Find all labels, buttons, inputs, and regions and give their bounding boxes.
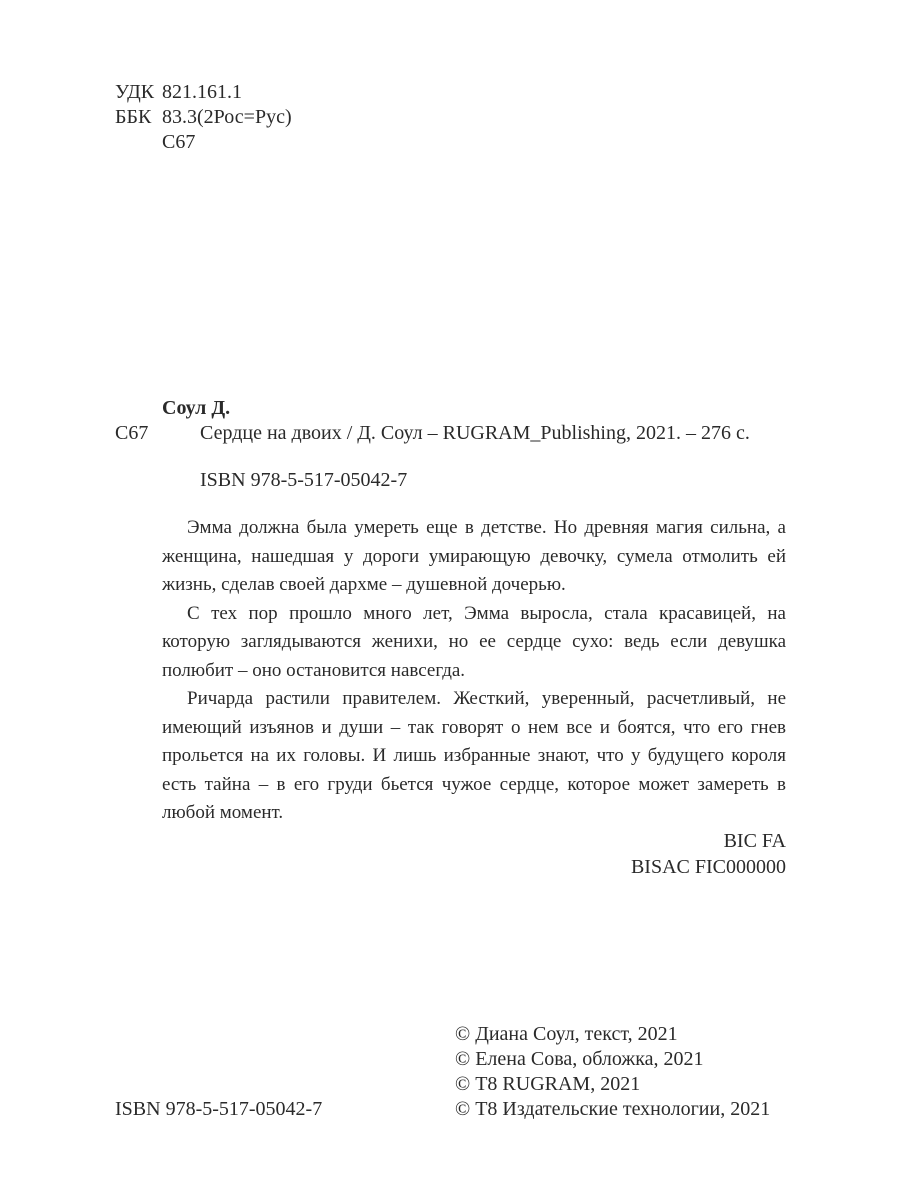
catalog-sign: С67 (115, 422, 149, 444)
annotation (162, 514, 786, 828)
catalog-isbn: ISBN 978-5-517-05042-7 (200, 469, 408, 491)
copyright-line: © Диана Соул, текст, 2021 (455, 1023, 678, 1045)
copyright-line: © Т8 RUGRAM, 2021 (455, 1073, 641, 1095)
footer-isbn: ISBN 978-5-517-05042-7 (115, 1098, 323, 1120)
copyright-line: © Т8 Издательские технологии, 2021 (455, 1098, 771, 1120)
bic-code: BIC FA (723, 830, 786, 852)
bbk-label: ББК (115, 106, 152, 128)
copyright-line: © Елена Сова, обложка, 2021 (455, 1048, 704, 1070)
udk-line (115, 80, 242, 104)
bbk-value: 83.3(2Рос=Рус) (162, 106, 292, 128)
annotation-paragraph: Ричарда растили правителем. Жесткий, уверенный, расчетливый, не имеющий изъянов и души – так говорят о нем все и боятся, что его гнев прольется на их головы. И лишь избранные знают, что у будущего короля есть тайна – в его груди бьется чужое сердце, которое может замереть в любой момент. (162, 688, 786, 823)
annotation-paragraph: С тех пор прошло много лет, Эмма выросла, стала красавицей, на которую заглядываются женихи, но ее сердце сухо: ведь если девушка полюбит – оно остановится навсегда. (162, 602, 786, 681)
catalog-author: Соул Д. (162, 397, 231, 419)
author-sign: С67 (162, 131, 196, 153)
bisac-code: BISAC FIC000000 (630, 856, 786, 878)
bbk-line (115, 105, 292, 129)
udk-value: 821.161.1 (162, 81, 242, 103)
annotation-paragraph: Эмма должна была умереть еще в детстве. Но древняя магия сильна, а женщина, нашедшая у дороги умирающую девочку, сумела отмолить ей жизнь, сделав своей дархме – душевной дочерью. (162, 517, 786, 595)
catalog-description: Сердце на двоих / Д. Соул – RUGRAM_Publishing, 2021. – 276 с. (200, 422, 750, 444)
udk-label: УДК (115, 81, 155, 103)
copyright-list (455, 1022, 770, 1122)
